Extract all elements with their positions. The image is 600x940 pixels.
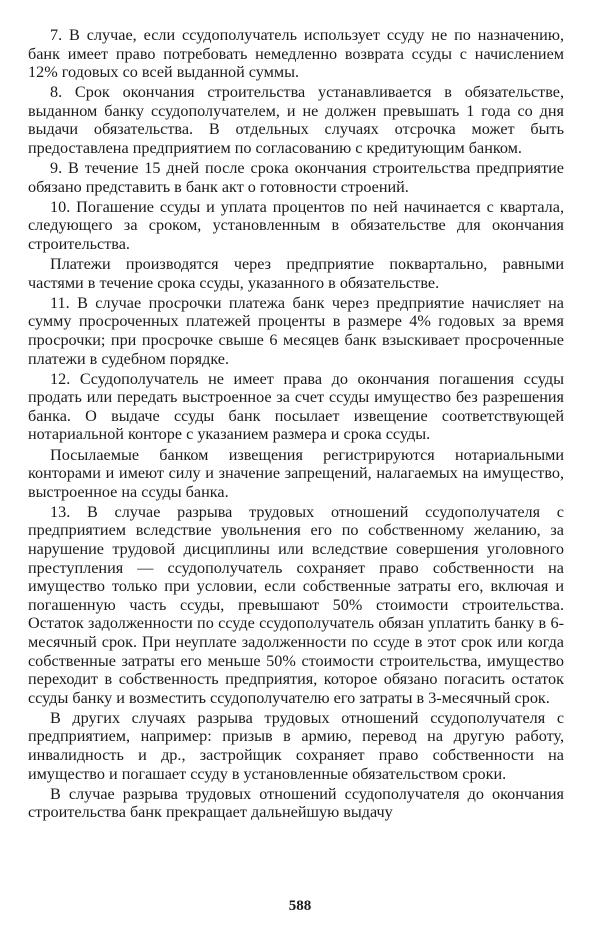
paragraph-clause-12: 12. Ссудополучатель не имеет права до окончания погашения ссуды продать или передать выстроенное за счет ссуды имущество без разрешения банка. О выдаче ссуды банк посылает извещение соответствующей нотариальной конторе с указанием размера и срока ссуды. [28,369,564,444]
paragraph-clause-8: 8. Срок окончания строительства устанавливается в обязательстве, выданном банку ссудополучателем, и не должен превышать 1 года со дня выдачи обязательства. В отдельных случаях отсрочка может быть предоставлена предприятием по согласованию с кредитующим банком. [28,83,564,158]
document-body [28,26,564,823]
paragraph-clause-10: 10. Погашение ссуды и уплата процентов по ней начинается с квартала, следующего за сроком, установленным в обязательстве для окончания строительства. [28,197,564,254]
paragraph-before-completion: В случае разрыва трудовых отношений ссудополучателя до окончания строительства банк прекращает дальнейшую выдачу [28,784,564,822]
page-number: 588 [288,898,312,914]
paragraph-notices: Посылаемые банком извещения регистрируются нотариальными конторами и имеют силу и значение запрещений, налагаемых на имущество, выстроенное на ссуды банка. [28,445,564,501]
paragraph-clause-9: 9. В течение 15 дней после срока окончания строительства предприятие обязано представить в банк акт о готовности строений. [28,159,564,196]
paragraph-clause-13: 13. В случае разрыва трудовых отношений ссудополучателя с предприятием вследствие увольнения его по собственному желанию, за нарушение трудовой дисциплины или вследствие совершения уголовного преступления — ссудополучатель сохраняет право собственности на имущество только при условии, если собственные затраты его, включая и погашенную часть ссуды, превышают 50% стоимости строительства. Остаток задолженности по ссуде ссудополучатель обязан уплатить банку в 6-месячный срок. При неуплате задолженности по ссуде в этот срок или когда собственные затраты его меньше 50% стоимости строительства, имущество переходит в собственность предприятия, которое обязано погасить остаток ссуды банку и возместить ссудополучателю его затраты в 3-месячный срок. [28,502,564,707]
paragraph-other-cases: В других случаях разрыва трудовых отношений ссудополучателя с предприятием, например: призыв в армию, перевод на другую работу, инвалидность и др., застройщик сохраняет право собственности на имущество и погашает ссуду в установленные обязательством сроки. [28,708,564,783]
paragraph-clause-11: 11. В случае просрочки платежа банк через предприятие начисляет на сумму просроченных платежей проценты в размере 4% годовых за время просрочки; при просрочке свыше 6 месяцев банк взыскивает просроченные платежи в судебном порядке. [28,293,564,368]
paragraph-clause-7: 7. В случае, если ссудополучатель использует ссуду не по назначению, банк имеет право потребовать немедленно возврата ссуды с начислением 12% годовых со всей выданной суммы. [28,26,564,82]
paragraph-payments: Платежи производятся через предприятие поквартально, равными частями в течение срока ссуды, указанного в обязательстве. [28,255,564,292]
